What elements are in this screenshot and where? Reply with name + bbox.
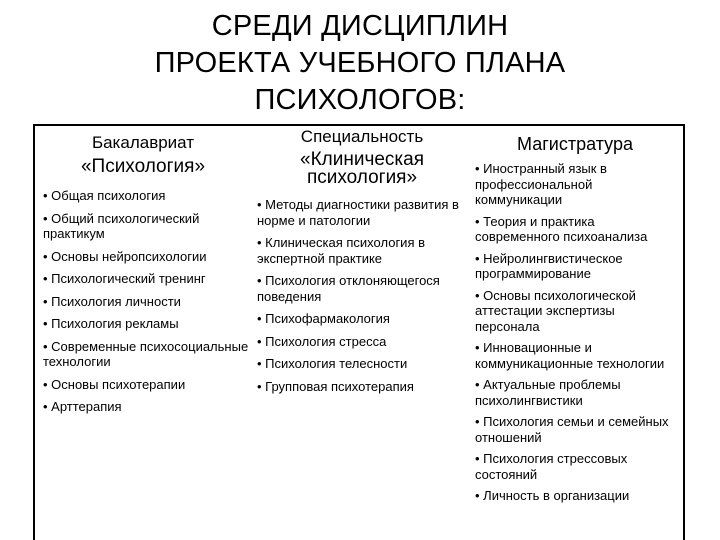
list-item: • Личность в организации	[475, 488, 630, 503]
slide-title	[0, 8, 720, 119]
column-header-title: Специальность	[300, 127, 424, 146]
list-item: • Инновационные и коммуникационные технологии	[475, 340, 665, 371]
list-item: • Арттерапия	[43, 399, 122, 414]
list-item: • Клиническая психология в экспертной практике	[257, 235, 426, 266]
list-item: • Основы психотерапии	[43, 376, 186, 392]
title-line-1: СРЕДИ ДИСЦИПЛИН	[211, 10, 509, 42]
column-header-subtitle: «Психология»	[80, 156, 206, 177]
column-header-subtitle: «Клиническая психология»	[300, 149, 424, 188]
list-item: • Общая психология	[43, 188, 166, 203]
list-item: • Основы психологической аттестации экспертизы персонала	[475, 287, 636, 334]
column-header-title: Магистратура	[517, 134, 633, 154]
column-header	[43, 133, 243, 178]
list-item: • Психология телесности	[257, 356, 408, 371]
list-item: • Психология личности	[43, 293, 181, 309]
list-item: • Психология стрессовых состояний	[475, 451, 628, 482]
discipline-list	[257, 197, 471, 401]
list-item: • Теория и практика современного психоанализа	[475, 213, 648, 244]
column-header-title: Бакалавриат	[91, 133, 195, 152]
list-item: • Групповая психотерапия	[257, 378, 414, 394]
list-item: • Основы нейропсихологии	[43, 248, 207, 264]
list-item: • Актуальные проблемы психолингвистики	[475, 377, 621, 408]
list-item: • Современные психосоциальные технологии	[43, 338, 249, 369]
title-line-2: ПРОЕКТА УЧЕБНОГО ПЛАНА	[154, 47, 566, 79]
list-item: • Нейролингвистическое программирование	[475, 250, 623, 281]
discipline-list	[475, 161, 680, 510]
list-item: • Иностранный язык в профессиональной коммуникации	[475, 161, 607, 207]
list-item: • Методы диагностики развития в норме и патологии	[257, 197, 459, 228]
list-item: • Психофармакология	[257, 311, 390, 326]
list-item: • Психология стресса	[257, 333, 387, 349]
curriculum-table	[33, 124, 685, 540]
list-item: • Общий психологический практикум	[43, 210, 200, 241]
list-item: • Психология семьи и семейных отношений	[475, 414, 669, 445]
list-item: • Психология рекламы	[43, 316, 179, 331]
list-item: • Психология отклоняющегося поведения	[257, 273, 440, 304]
title-line-3: ПСИХОЛОГОВ:	[254, 84, 466, 116]
discipline-list	[43, 188, 253, 422]
list-item: • Психологический тренинг	[43, 271, 206, 286]
column-header	[257, 127, 467, 187]
